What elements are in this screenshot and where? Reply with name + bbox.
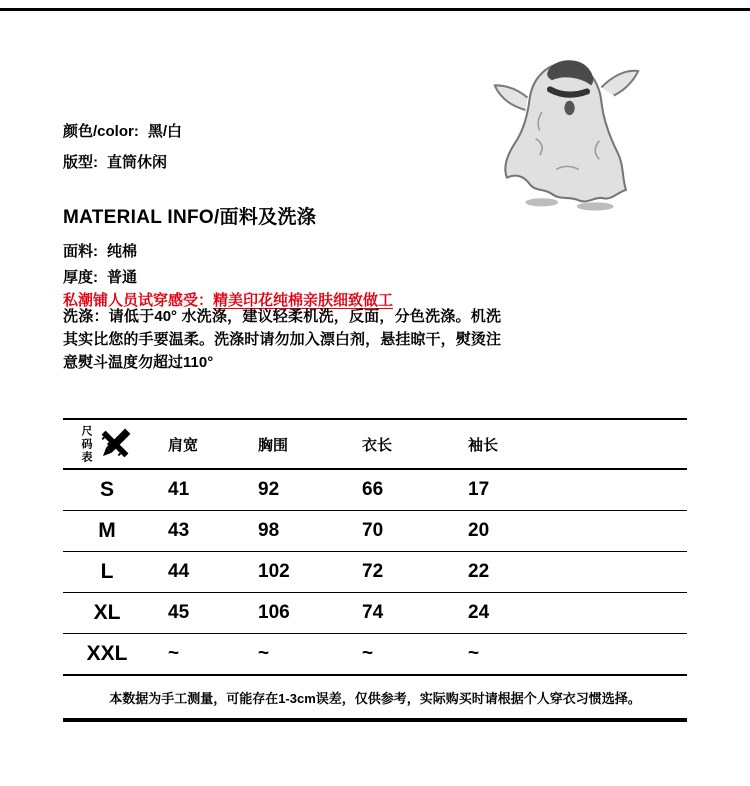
tryon-prefix: 私潮铺人员试穿感受： xyxy=(63,292,214,309)
color-line xyxy=(63,120,182,141)
column-header-length: 衣长 xyxy=(362,436,393,454)
size-chart-label: 尺码表 xyxy=(80,424,92,464)
fit-label: 版型: xyxy=(63,154,98,171)
value-chest: ~ xyxy=(258,643,270,664)
size-chart-header-row xyxy=(63,420,687,470)
value-shoulder: ~ xyxy=(168,643,180,664)
column-header-shoulder: 肩宽 xyxy=(168,436,199,454)
fit-value: 直筒休闲 xyxy=(107,154,168,171)
value-sleeve: 17 xyxy=(468,479,490,500)
size-label: XL xyxy=(93,601,121,624)
fabric-line xyxy=(63,240,137,261)
size-label: M xyxy=(98,519,116,542)
pencil-ruler-icon xyxy=(96,425,134,463)
fit-line xyxy=(63,151,167,172)
color-value: 黑/白 xyxy=(147,123,183,140)
measurement-disclaimer: 本数据为手工测量，可能存在1-3cm误差，仅供参考，实际购买时请根据个人穿衣习惯选择。 xyxy=(109,690,641,706)
table-row-xl xyxy=(63,593,687,634)
value-shoulder: 44 xyxy=(168,561,190,582)
size-label: L xyxy=(100,560,114,583)
value-chest: 106 xyxy=(258,602,290,623)
value-length: 72 xyxy=(362,561,384,582)
value-chest: 102 xyxy=(258,561,290,582)
value-length: 74 xyxy=(362,602,384,623)
table-row-xxl xyxy=(63,634,687,676)
value-sleeve: ~ xyxy=(468,643,480,664)
thickness-line xyxy=(63,266,137,287)
value-chest: 98 xyxy=(258,520,280,541)
value-length: 66 xyxy=(362,479,384,500)
value-sleeve: 24 xyxy=(468,602,490,623)
color-label: 颜色/color: xyxy=(63,123,139,140)
fabric-value: 纯棉 xyxy=(107,243,138,260)
value-sleeve: 22 xyxy=(468,561,490,582)
value-length: 70 xyxy=(362,520,384,541)
fabric-label: 面料: xyxy=(63,243,98,260)
material-info-heading: MATERIAL INFO/面料及洗涤 xyxy=(63,207,317,228)
value-sleeve: 20 xyxy=(468,520,490,541)
size-label: S xyxy=(99,478,114,501)
value-chest: 92 xyxy=(258,479,280,500)
wash-instructions: 洗涤：请低于40° 水洗涤，建议轻柔机洗，反面，分色洗涤。机洗其实比您的手要温柔。洗涤时请勿加入漂白剂，悬挂晾干，熨烫注意熨斗温度勿超过110° xyxy=(63,308,501,371)
value-shoulder: 43 xyxy=(168,520,190,541)
thickness-value: 普通 xyxy=(107,269,138,286)
column-header-sleeve: 袖长 xyxy=(468,436,499,454)
ghost-sketch-icon xyxy=(470,46,665,216)
value-shoulder: 45 xyxy=(168,602,190,623)
table-row-l xyxy=(63,552,687,593)
table-row-m xyxy=(63,511,687,552)
ghost-illustration xyxy=(470,46,665,216)
size-chart-icon-cell xyxy=(63,420,151,468)
tryon-highlight: 精美印花纯棉亲肤细致做工 xyxy=(213,292,394,309)
value-length: ~ xyxy=(362,643,374,664)
column-header-chest: 胸围 xyxy=(258,436,289,454)
value-shoulder: 41 xyxy=(168,479,190,500)
top-divider xyxy=(0,8,750,11)
size-chart-table xyxy=(63,418,687,722)
size-label: XXL xyxy=(86,642,128,665)
thickness-label: 厚度: xyxy=(63,269,98,286)
table-row-s xyxy=(63,470,687,511)
